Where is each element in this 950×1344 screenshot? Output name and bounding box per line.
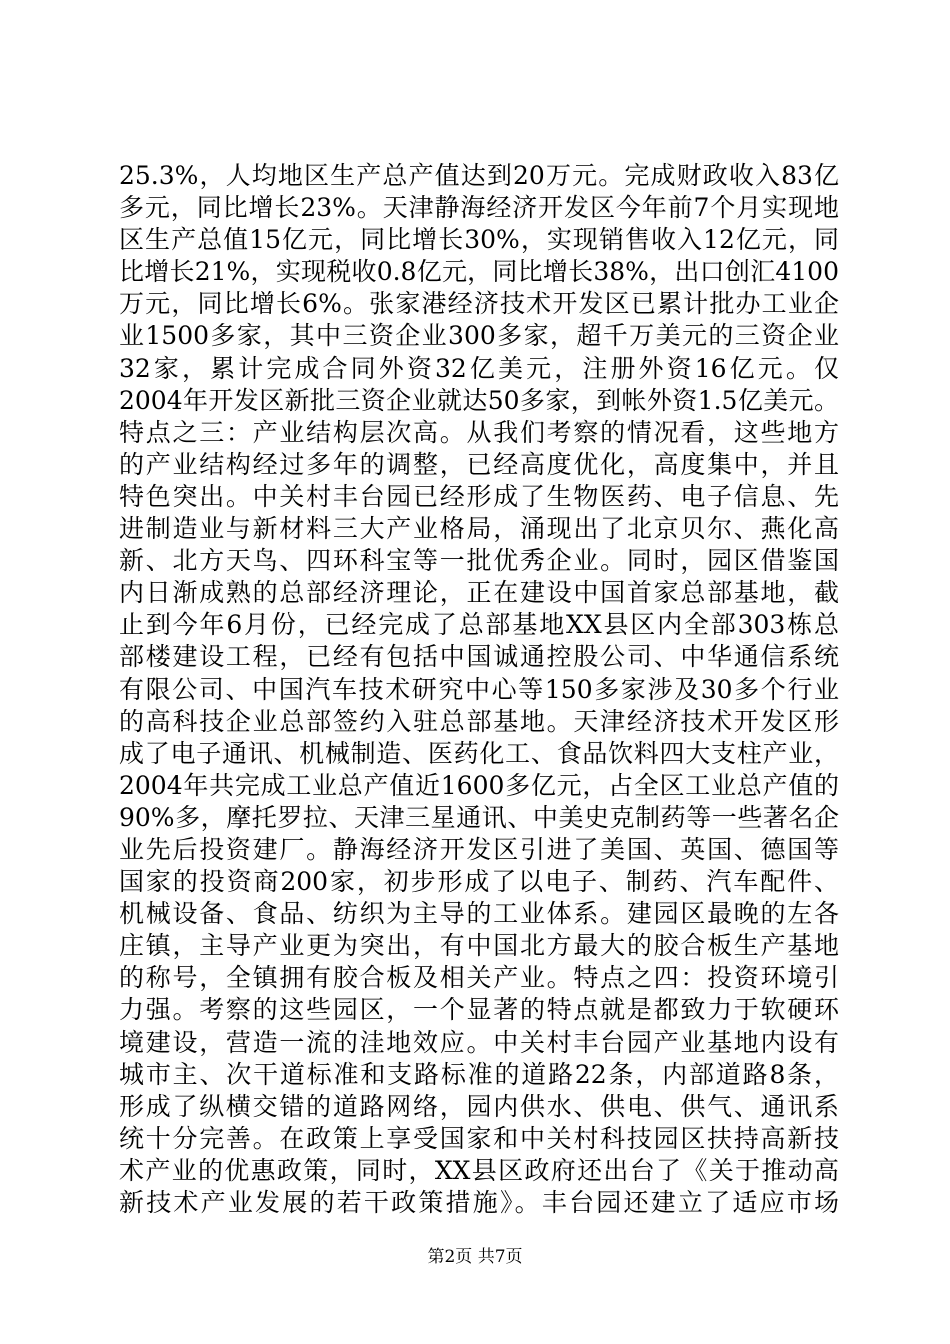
text-line: 止到今年6月份，已经完成了总部基地XX县区内全部303栋总 [119,610,839,640]
text-line: 多元，同比增长23%。天津静海经济开发区今年前7个月实现地 [119,193,839,223]
text-line: 特点之三：产业结构层次高。从我们考察的情况看，这些地方 [119,417,839,447]
text-line: 有限公司、中国汽车技术研究中心等150多家涉及30多个行业 [119,674,839,704]
text-line: 25.3%，人均地区生产总产值达到20万元。完成财政收入83亿 [119,161,839,190]
body-text [119,160,839,1219]
text-line: 术产业的优惠政策，同时，XX县区政府还出台了《关于推动高 [119,1155,839,1185]
text-line: 新、北方天鸟、四环科宝等一批优秀企业。同时，园区借鉴国 [119,546,839,576]
text-line: 统十分完善。在政策上享受国家和中关村科技园区扶持高新技 [119,1123,839,1153]
text-line: 城市主、次干道标准和支路标准的道路22条，内部道路8条， [119,1059,839,1089]
text-line: 机械设备、食品、纺织为主导的工业体系。建园区最晚的左各 [119,899,839,929]
text-line: 新技术产业发展的若干政策措施》。丰台园还建立了适应市场 [119,1188,839,1217]
text-line: 国家的投资商200家，初步形成了以电子、制药、汽车配件、 [119,867,839,897]
text-line: 业先后投资建厂。静海经济开发区引进了美国、英国、德国等 [119,834,839,864]
text-line: 形成了纵横交错的道路网络，园内供水、供电、供气、通讯系 [119,1091,839,1121]
text-line: 部楼建设工程，已经有包括中国诚通控股公司、中华通信系统 [119,642,839,672]
page-number-footer: 第2页 共7页 [427,1247,523,1267]
text-line: 2004年开发区新批三资企业就达50多家，到帐外资1.5亿美元。 [119,385,839,415]
text-line: 成了电子通讯、机械制造、医药化工、食品饮料四大支柱产业， [119,738,839,768]
text-line: 2004年共完成工业总产值近1600多亿元，占全区工业总产值的 [119,770,839,800]
text-line: 内日渐成熟的总部经济理论，正在建设中国首家总部基地，截 [119,578,839,608]
text-line: 庄镇，主导产业更为突出，有中国北方最大的胶合板生产基地 [119,931,839,961]
text-line: 境建设，营造一流的洼地效应。中关村丰台园产业基地内设有 [119,1027,839,1057]
text-line: 32家，累计完成合同外资32亿美元，注册外资16亿元。仅 [119,353,839,383]
text-line: 的高科技企业总部签约入驻总部基地。天津经济技术开发区形 [119,706,839,736]
text-line: 特色突出。中关村丰台园已经形成了生物医药、电子信息、先 [119,481,839,511]
text-line: 力强。考察的这些园区，一个显著的特点就是都致力于软硬环 [119,995,839,1025]
text-line: 的产业结构经过多年的调整，已经高度优化，高度集中，并且 [119,449,839,479]
text-line: 比增长21%，实现税收0.8亿元，同比增长38%，出口创汇4100 [119,257,839,287]
text-line: 90%多，摩托罗拉、天津三星通讯、中美史克制药等一些著名企 [119,802,839,832]
text-line: 万元，同比增长6%。张家港经济技术开发区已累计批办工业企 [119,289,839,319]
text-line: 进制造业与新材料三大产业格局，涌现出了北京贝尔、燕化高 [119,514,839,544]
text-line: 的称号，全镇拥有胶合板及相关产业。特点之四：投资环境引 [119,963,839,993]
text-line: 区生产总值15亿元，同比增长30%，实现销售收入12亿元，同 [119,225,839,255]
text-line: 业1500多家，其中三资企业300多家，超千万美元的三资企业 [119,321,839,351]
